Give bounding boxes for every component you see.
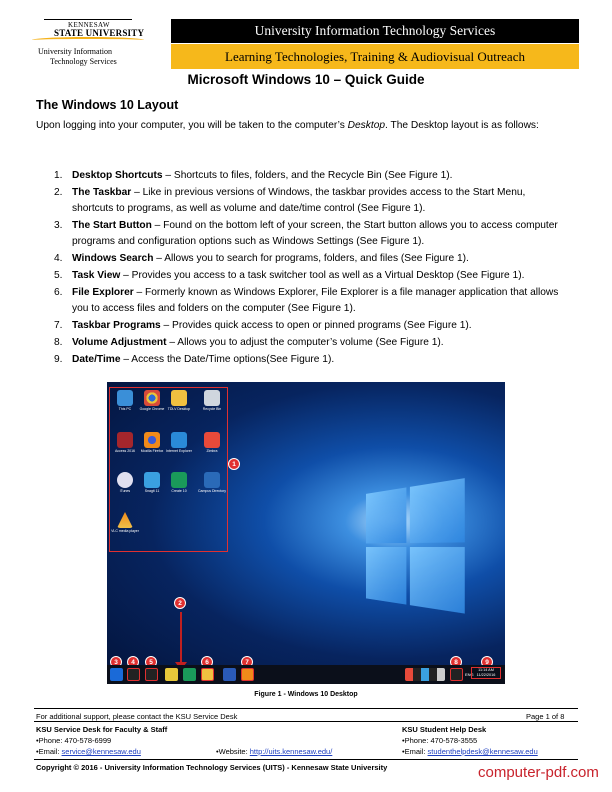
intro-desktop-term: Desktop	[347, 120, 386, 131]
search-icon[interactable]	[127, 668, 140, 681]
callout-1: 1	[228, 458, 240, 470]
list-item	[54, 318, 564, 334]
list-item	[54, 218, 564, 250]
list-number: 6.	[54, 287, 63, 298]
list-number: 4.	[54, 253, 63, 264]
layout-list	[54, 168, 564, 369]
list-item	[54, 185, 564, 217]
list-text: – Formerly known as Windows Explorer, File Explorer is a file manager application that allows you to access files and folders on the computer (See Figure 1).	[72, 287, 559, 314]
figure-caption: Figure 1 - Windows 10 Desktop	[254, 691, 358, 698]
shortcut-label: This PC	[118, 407, 132, 411]
logo-subtitle-1: University Information	[38, 47, 112, 56]
list-term: Volume Adjustment	[72, 337, 167, 348]
shortcut-label: VLC media player	[111, 529, 139, 533]
language-indicator[interactable]: ENG	[465, 672, 474, 677]
logo-kennesaw: KENNESAW	[68, 21, 110, 29]
list-number: 9.	[54, 354, 63, 365]
ksu-logo	[30, 17, 148, 69]
header-banner-uits: University Information Technology Services	[171, 19, 579, 43]
callout-7: 7	[241, 656, 253, 668]
faculty-staff-contact	[36, 724, 167, 757]
intro-paragraph	[36, 118, 586, 134]
shortcut-label: Zimbra	[206, 449, 218, 453]
document-title: Microsoft Windows 10 – Quick Guide	[187, 72, 425, 87]
student-contact	[402, 724, 538, 757]
volume-icon[interactable]	[450, 668, 463, 681]
shortcut-label: Internet Explorer	[166, 449, 192, 453]
windows-desktop-screenshot	[107, 382, 505, 684]
list-term: Desktop Shortcuts	[72, 170, 163, 181]
website-link[interactable]: http://uits.kennesaw.edu/	[249, 747, 333, 756]
student-email-link[interactable]: studenthelpdesk@kennesaw.edu	[427, 747, 538, 756]
list-text: – Found on the bottom left of your screen, the Start button allows you to access computer programs and configuration options such as Windows Settings (See Figure 1).	[72, 220, 558, 247]
shortcut-label: Mozilla Firefox	[140, 449, 164, 453]
list-number: 1.	[54, 170, 63, 181]
taskbar-arrow-line	[180, 612, 182, 664]
list-number: 3.	[54, 220, 63, 231]
callout-5: 5	[145, 656, 157, 668]
watermark: computer-pdf.com	[478, 764, 599, 781]
website-contact	[216, 746, 332, 757]
date-time-clock[interactable]	[471, 667, 501, 679]
footer-support-text: For additional support, please contact the KSU Service Desk	[36, 712, 238, 721]
list-term: The Start Button	[72, 220, 152, 231]
list-text: – Provides quick access to open or pinned programs (See Figure 1).	[160, 320, 472, 331]
callout-3: 3	[110, 656, 122, 668]
callout-9: 9	[481, 656, 493, 668]
list-item	[54, 285, 564, 317]
faculty-email-label: •Email:	[36, 747, 62, 756]
section-heading: The Windows 10 Layout	[36, 98, 179, 112]
system-tray-icons[interactable]	[405, 668, 445, 681]
list-item	[54, 335, 564, 351]
list-term: Windows Search	[72, 253, 154, 264]
callout-4: 4	[127, 656, 139, 668]
word-icon[interactable]	[223, 668, 236, 681]
logo-state-university: STATE UNIVERSITY	[54, 28, 145, 38]
list-item	[54, 251, 564, 267]
shortcut-label: Recycle Bin	[202, 407, 222, 411]
clock-date: 11/22/2016	[476, 673, 496, 677]
shortcut-label: Access 2016	[114, 449, 136, 453]
logo-subtitle-2: Technology Services	[50, 57, 117, 66]
student-phone: •Phone: 470-578-3555	[402, 736, 478, 745]
shortcut-label: Create 10	[171, 489, 187, 493]
list-text: – Shortcuts to files, folders, and the Recycle Bin (See Figure 1).	[162, 170, 453, 181]
footer-rule-top	[34, 708, 578, 709]
callout-2: 2	[174, 597, 186, 609]
footer-rule-bottom	[34, 759, 578, 760]
start-icon[interactable]	[110, 668, 123, 681]
list-term: Date/Time	[72, 354, 121, 365]
list-number: 7.	[54, 320, 63, 331]
faculty-email-link[interactable]: service@kennesaw.edu	[61, 747, 141, 756]
clock-time: 11:14 AM	[478, 668, 494, 672]
taskbar	[107, 665, 505, 684]
taskbar-app-icon[interactable]	[183, 668, 196, 681]
list-text: – Allows you to adjust the computer’s volume (See Figure 1).	[166, 337, 444, 348]
list-text: – Provides you access to a task switcher tool as well as a Virtual Desktop (See Figure 1).	[120, 270, 525, 281]
list-number: 8.	[54, 337, 63, 348]
taskbar-app-icon[interactable]	[165, 668, 178, 681]
callout-8: 8	[450, 656, 462, 668]
list-text: – Like in previous versions of Windows, the taskbar provides access to the Start Menu, shortcuts to programs, as well as volume and date/time control (See Figure 1).	[72, 187, 526, 214]
faculty-desk-title: KSU Service Desk for Faculty & Staff	[36, 725, 168, 734]
list-term: The Taskbar	[72, 187, 132, 198]
list-text: – Access the Date/Time options(See Figure 1).	[120, 354, 335, 365]
list-item	[54, 168, 564, 184]
list-item	[54, 268, 564, 284]
student-email-label: •Email:	[402, 747, 428, 756]
list-number: 5.	[54, 270, 63, 281]
website-label: •Website:	[216, 747, 250, 756]
file-explorer-icon[interactable]	[201, 668, 214, 681]
desktop-shortcuts-highlight	[109, 387, 228, 552]
task-view-icon[interactable]	[145, 668, 158, 681]
list-term: Task View	[72, 270, 121, 281]
firefox-taskbar-icon[interactable]	[241, 668, 254, 681]
page-number: Page 1 of 8	[526, 712, 565, 721]
callout-6: 6	[201, 656, 213, 668]
header-banner-department: Learning Technologies, Training & Audiovisual Outreach	[171, 44, 579, 69]
copyright: Copyright © 2016 - University Information Technology Services (UITS) - Kennesaw State University	[36, 763, 388, 772]
list-item	[54, 352, 564, 368]
shortcut-label: Snagit 11	[144, 489, 160, 493]
list-term: Taskbar Programs	[72, 320, 161, 331]
list-text: – Allows you to search for programs, folders, and files (See Figure 1).	[153, 253, 469, 264]
shortcut-label: iTunes	[119, 489, 131, 493]
logo-swoosh	[32, 37, 144, 43]
shortcut-label: TDLV Desktop	[167, 407, 191, 411]
shortcut-label: Google Chrome	[139, 407, 165, 411]
faculty-phone: •Phone: 470-578-6999	[36, 736, 112, 745]
intro-text-1: Upon logging into your computer, you will be taken to the computer’s	[36, 120, 348, 131]
student-desk-title: KSU Student Help Desk	[402, 725, 487, 734]
list-term: File Explorer	[72, 287, 134, 298]
list-number: 2.	[54, 187, 63, 198]
footer-rule-mid	[34, 721, 578, 722]
windows-logo-light	[366, 478, 465, 616]
shortcut-label: Campus Directory	[197, 489, 226, 493]
intro-text-2: . The Desktop layout is as follows:	[385, 120, 539, 131]
